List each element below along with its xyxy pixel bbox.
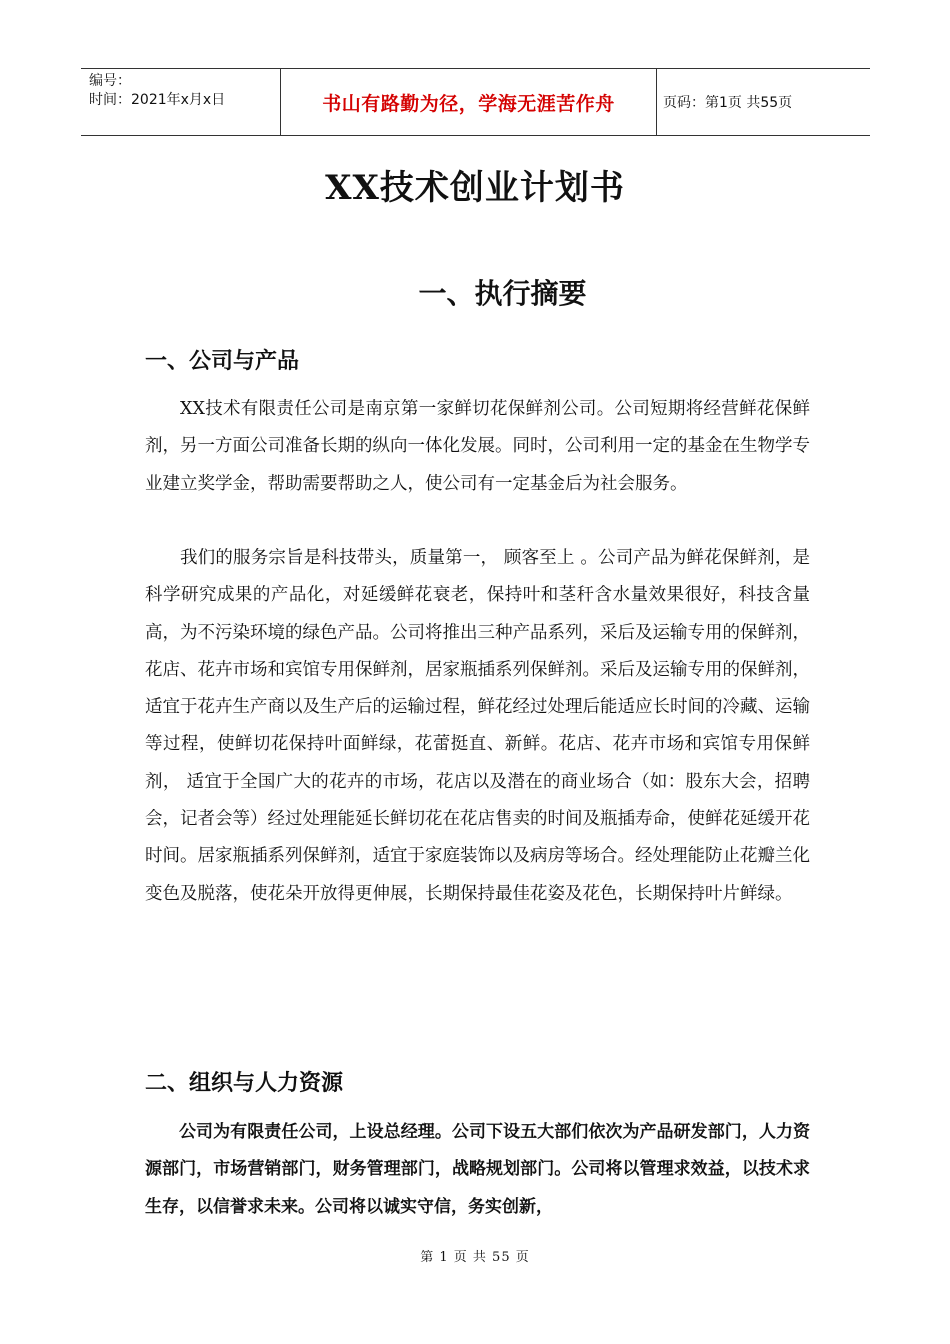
header-meta <box>81 69 281 135</box>
section-heading-organization: 二、组织与人力资源 <box>145 1071 344 1096</box>
paragraph-company-intro: XX技术有限责任公司是南京第一家鲜切花保鲜剂公司。公司短期将经营鲜花保鲜剂，另一方面公司准备长期的纵向一体化发展。同时，公司利用一定的基金在生物学专业建立奖学金，帮助需要帮助之人，使公司有一定基金后为社会服务。 <box>145 399 810 494</box>
header-number-label: 编号： <box>89 73 131 89</box>
header-motto: 书山有路勤为径，学海无涯苦作舟 <box>281 69 657 135</box>
chapter-title: 一、执行摘要 <box>418 277 587 310</box>
paragraph-service-product: 我们的服务宗旨是科技带头，质量第一， 顾客至上 。公司产品为鲜花保鲜剂，是科学研究成果的产品化，对延缓鲜花衰老，保持叶和茎秆含水量效果很好，科技含量高，为不污染环境的绿色产品。公司将推出三种产品系列，采后及运输专用的保鲜剂，花店、花卉市场和宾馆专用保鲜剂，居家瓶插系列保鲜剂。采后及运输专用的保鲜剂，适宜于花卉生产商以及生产后的运输过程，鲜花经过处理后能适应长时间的冷藏、运输等过程，使鲜切花保持叶面鲜绿，花蕾挺直、新鲜。花店、花卉市场和宾馆专用保鲜剂， 适宜于全国广大的花卉的市场，花店以及潜在的商业场合（如：股东大会，招聘会，记者会等）经过处理能延长鲜切花在花店售卖的时间及瓶插寿命，使鲜花延缓开花时间。居家瓶插系列保鲜剂，适宜于家庭装饰以及病房等场合。经处理能防止花瓣兰化变色及脱落，使花朵开放得更伸展，长期保持最佳花姿及花色，长期保持叶片鲜绿。 <box>145 548 810 904</box>
page-header <box>81 68 870 136</box>
header-page-info: 页码：第1页 共55页 <box>663 95 793 111</box>
header-date-label: 时间：2021年x月x日 <box>89 92 226 108</box>
page-footer: 第 1 页 共 55 页 <box>420 1250 530 1265</box>
paragraph-organization: 公司为有限责任公司，上设总经理。公司下设五大部们依次为产品研发部门，人力资源部门，市场营销部门，财务管理部门，战略规划部门。公司将以管理求效益，以技术求生存，以信誉求未来。公司将以诚实守信，务实创新， <box>145 1122 810 1217</box>
document-title: XX技术创业计划书 <box>325 168 625 208</box>
section-heading-company-product: 一、公司与产品 <box>145 349 300 374</box>
